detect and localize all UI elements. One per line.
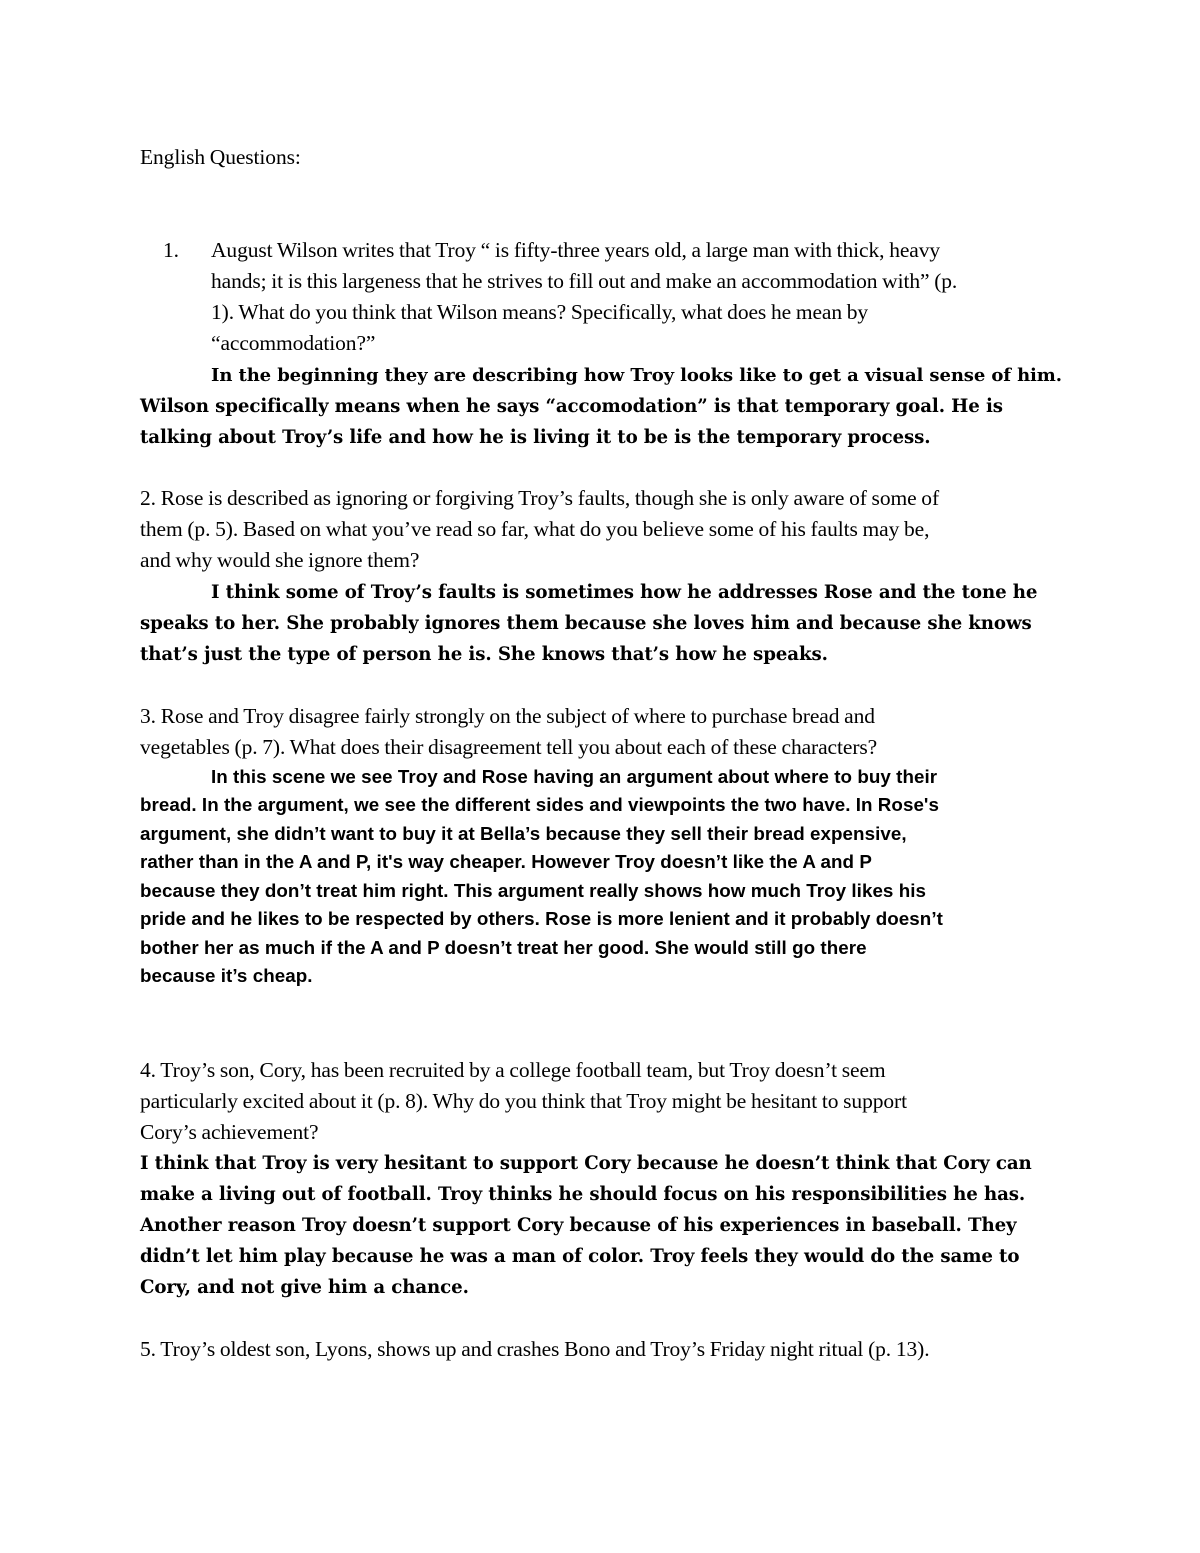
- q4-answer-line-4: didn’t let him play because he was a man of color. Troy feels they would do the same to: [140, 1246, 1020, 1267]
- q1-answer-line-2: Wilson specifically means when he says “accomodation” is that temporary goal. He is: [140, 396, 1003, 417]
- q5-line-1: 5. Troy’s oldest son, Lyons, shows up and crashes Bono and Troy’s Friday night ritual (p. 13).: [140, 1337, 930, 1361]
- q3-answer-line-5: because they don’t treat him right. This argument really shows how much Troy likes his: [140, 880, 926, 901]
- q3-answer-line-3: argument, she didn’t want to buy it at Bella’s because they sell their bread expensive,: [140, 823, 907, 844]
- q1-line-2: hands; it is this largeness that he strives to fill out and make an accommodation with” (p.: [211, 269, 958, 293]
- q4-answer-line-3: Another reason Troy doesn’t support Cory because of his experiences in baseball. They: [140, 1215, 1017, 1236]
- q2-answer-line-1: I think some of Troy’s faults is sometimes how he addresses Rose and the tone he: [211, 582, 1038, 603]
- q3-answer-line-8: because it’s cheap.: [140, 965, 313, 986]
- q1-answer-line-1: In the beginning they are describing how Troy looks like to get a visual sense of him.: [211, 365, 1062, 386]
- q4-answer-line-1: I think that Troy is very hesitant to support Cory because he doesn’t think that Cory can: [140, 1153, 1032, 1174]
- q3-answer-line-2: bread. In the argument, we see the different sides and viewpoints the two have. In Rose's: [140, 794, 939, 815]
- q1-number: 1.: [163, 238, 179, 262]
- q3-answer-line-4: rather than in the A and P, it's way cheaper. However Troy doesn’t like the A and P: [140, 851, 872, 872]
- q2-line-2: them (p. 5). Based on what you’ve read so far, what do you believe some of his faults may be,: [140, 517, 930, 541]
- q2-line-1: 2. Rose is described as ignoring or forgiving Troy’s faults, though she is only aware of some of: [140, 486, 940, 510]
- q1-line-3: 1). What do you think that Wilson means? Specifically, what does he mean by: [211, 300, 869, 324]
- q3-answer-line-6: pride and he likes to be respected by others. Rose is more lenient and it probably doesn’t: [140, 908, 943, 929]
- q4-line-1: 4. Troy’s son, Cory, has been recruited by a college football team, but Troy doesn’t seem: [140, 1058, 886, 1082]
- q3-line-1: 3. Rose and Troy disagree fairly strongly on the subject of where to purchase bread and: [140, 704, 875, 728]
- q4-answer-line-5: Cory, and not give him a chance.: [140, 1277, 469, 1298]
- q2-answer-line-3: that’s just the type of person he is. She knows that’s how he speaks.: [140, 644, 828, 665]
- q3-answer-line-7: bother her as much if the A and P doesn’t treat her good. She would still go there: [140, 937, 867, 958]
- q4-answer-line-2: make a living out of football. Troy thinks he should focus on his responsibilities he has.: [140, 1184, 1026, 1205]
- document-heading: English Questions:: [140, 145, 301, 169]
- q1-line-4: “accommodation?”: [211, 331, 376, 355]
- q3-answer-line-1: In this scene we see Troy and Rose having an argument about where to buy their: [211, 766, 938, 787]
- q3-line-2: vegetables (p. 7). What does their disagreement tell you about each of these characters?: [140, 735, 878, 759]
- q4-line-3: Cory’s achievement?: [140, 1120, 319, 1144]
- q1-line-1: August Wilson writes that Troy “ is fifty-three years old, a large man with thick, heavy: [211, 238, 941, 262]
- q1-answer-line-3: talking about Troy’s life and how he is living it to be is the temporary process.: [140, 427, 931, 448]
- q2-answer-line-2: speaks to her. She probably ignores them because she loves him and because she knows: [140, 613, 1032, 634]
- q2-line-3: and why would she ignore them?: [140, 548, 420, 572]
- q4-line-2: particularly excited about it (p. 8). Why do you think that Troy might be hesitant to support: [140, 1089, 907, 1113]
